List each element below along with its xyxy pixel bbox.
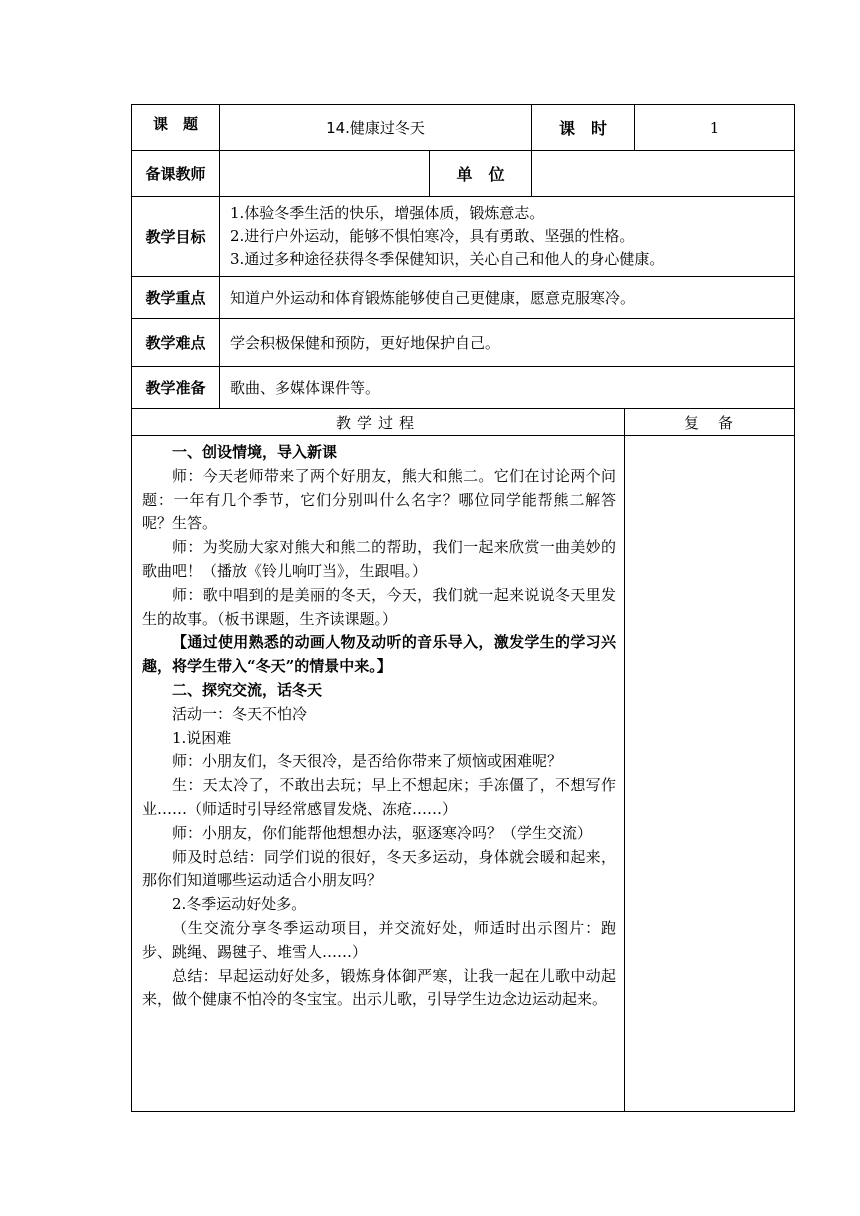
key-points-value: 知道户外运动和体育锻炼能够使自己更健康，愿意克服寒冷。 bbox=[220, 277, 795, 319]
review-header: 复 备 bbox=[625, 409, 795, 436]
key-points-label: 教学重点 bbox=[132, 277, 220, 319]
goals-list bbox=[220, 197, 795, 277]
process-content bbox=[132, 436, 625, 1112]
design-note: 【通过使用熟悉的动画人物及动听的音乐导入，激发学生的学习兴趣，将学生带入“冬天”的情景中来。】 bbox=[142, 633, 616, 676]
teacher-label: 备课教师 bbox=[132, 151, 220, 197]
paragraph: 师：为奖励大家对熊大和熊二的帮助，我们一起来欣赏一曲美妙的歌曲吧！（播放《铃儿响叮当》，生跟唱。） bbox=[142, 538, 616, 580]
paragraph: 师：小朋友，你们能帮他想想办法，驱逐寒冷吗？（学生交流） bbox=[172, 823, 593, 842]
period-value: 1 bbox=[635, 105, 795, 151]
goal-item: 2.进行户外运动，能够不惧怕寒冷，具有勇敢、坚强的性格。 bbox=[230, 227, 635, 245]
unit-value bbox=[532, 151, 795, 197]
paragraph: 1.说困难 bbox=[172, 728, 232, 747]
difficulty-value: 学会积极保健和预防，更好地保护自己。 bbox=[220, 319, 795, 367]
section-heading: 二、探究交流，话冬天 bbox=[172, 680, 323, 699]
process-header: 教学过程 bbox=[132, 409, 625, 436]
preparation-label: 教学准备 bbox=[132, 367, 220, 409]
goal-item: 3.通过多种途径获得冬季保健知识，关心自己和他人的身心健康。 bbox=[230, 250, 665, 268]
paragraph: 师：今天老师带来了两个好朋友，熊大和熊二。它们在讨论两个问题：一年有几个季节，它们分别叫什么名字？哪位同学能帮熊二解答呢？生答。 bbox=[142, 466, 616, 533]
review-content bbox=[625, 436, 795, 1112]
paragraph: 总结：早起运动好处多，锻炼身体御严寒，让我一起在儿歌中动起来，做个健康不怕冷的冬宝宝。出示儿歌，引导学生边念边运动起来。 bbox=[142, 966, 616, 1009]
paragraph: 师：小朋友们，冬天很冷，是否给你带来了烦恼或困难呢？ bbox=[172, 752, 563, 771]
lesson-header-table bbox=[131, 104, 795, 409]
goals-label: 教学目标 bbox=[132, 197, 220, 277]
section-heading: 一、创设情境，导入新课 bbox=[172, 443, 338, 461]
process-table bbox=[131, 409, 795, 1112]
paragraph: （生交流分享冬季运动项目，并交流好处，师适时出示图片：跑步、跳绳、踢毽子、堆雪人……） bbox=[142, 918, 616, 961]
preparation-value: 歌曲、多媒体课件等。 bbox=[220, 367, 795, 409]
period-label: 课 时 bbox=[532, 105, 635, 151]
paragraph: 师：歌中唱到的是美丽的冬天，今天，我们就一起来说说冬天里发生的故事。（板书课题，生齐读课题。） bbox=[142, 585, 616, 628]
lesson-plan-sheet bbox=[131, 104, 794, 1112]
topic-value: 14.健康过冬天 bbox=[220, 105, 532, 151]
difficulty-label: 教学难点 bbox=[132, 319, 220, 367]
unit-label: 单 位 bbox=[430, 151, 532, 197]
topic-label: 课 题 bbox=[132, 105, 220, 151]
goal-item: 1.体验冬季生活的快乐，增强体质，锻炼意志。 bbox=[230, 204, 545, 222]
paragraph: 师及时总结：同学们说的很好，冬天多运动，身体就会暖和起来，那你们知道哪些运动适合小朋友吗？ bbox=[142, 847, 616, 890]
paragraph: 2.冬季运动好处多。 bbox=[172, 895, 307, 914]
paragraph: 生：天太冷了，不敢出去玩；早上不想起床；手冻僵了，不想写作业……（师适时引导经常感冒发烧、冻疮……） bbox=[142, 776, 616, 818]
teacher-value bbox=[220, 151, 430, 197]
paragraph: 活动一：冬天不怕冷 bbox=[172, 704, 308, 723]
